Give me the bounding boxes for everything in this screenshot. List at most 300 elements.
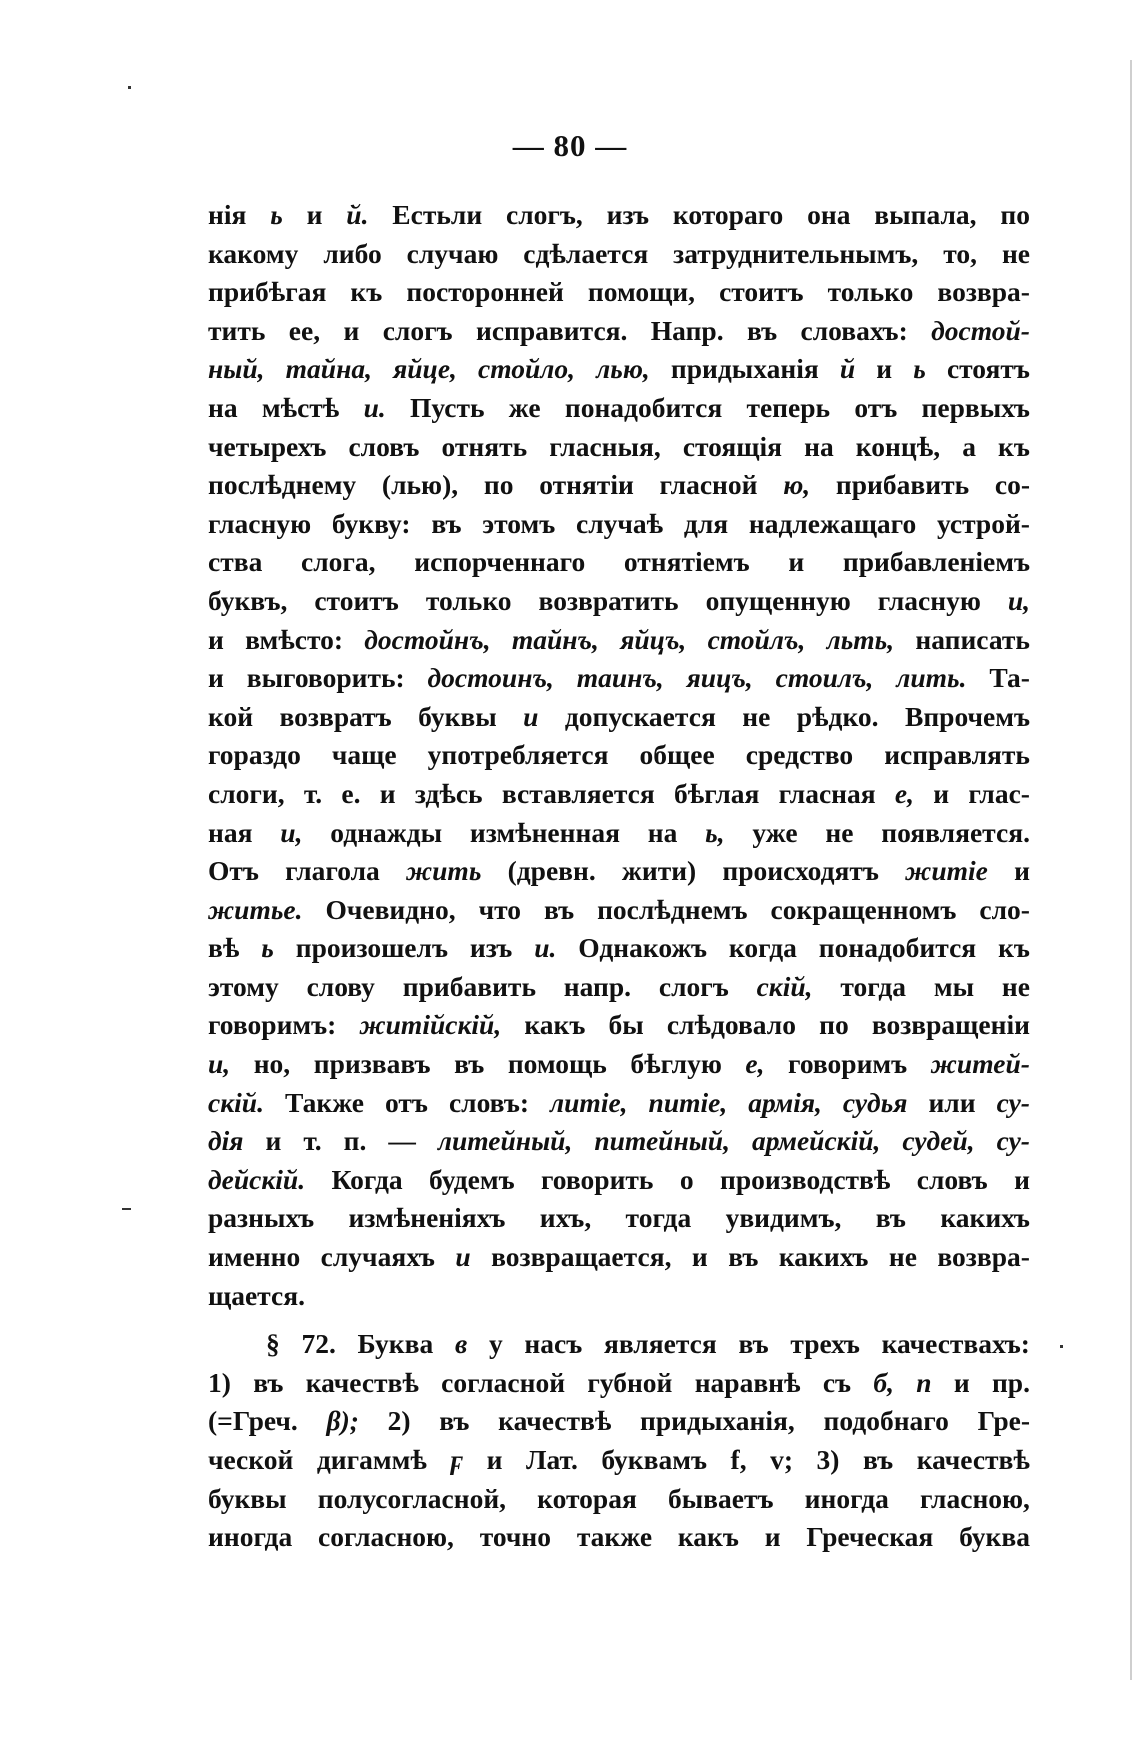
word: въ bbox=[875, 1202, 906, 1234]
word: б, bbox=[873, 1366, 894, 1398]
word: стойло, bbox=[478, 353, 576, 385]
word: лить. bbox=[896, 662, 967, 694]
word: и bbox=[764, 1521, 781, 1553]
word: напр. bbox=[563, 970, 632, 1002]
word: будемъ bbox=[429, 1163, 515, 1195]
word: гласныя, bbox=[549, 430, 661, 462]
word: слогъ bbox=[382, 314, 453, 346]
word: словъ bbox=[348, 430, 420, 462]
text-line bbox=[208, 814, 1030, 853]
word: дія bbox=[208, 1125, 244, 1157]
word: первыхъ bbox=[921, 391, 1030, 423]
word: является bbox=[603, 1328, 717, 1360]
word: возвращеніи bbox=[871, 1009, 1030, 1041]
margin-speck bbox=[122, 1208, 131, 1210]
word: е. bbox=[341, 777, 361, 809]
word: то, bbox=[943, 237, 977, 269]
word: скій. bbox=[208, 1086, 264, 1118]
word: тить bbox=[208, 314, 266, 346]
word: § bbox=[266, 1328, 280, 1360]
word: концѣ, bbox=[855, 430, 941, 462]
word: для bbox=[683, 507, 729, 539]
word: отнятіемъ bbox=[623, 546, 750, 578]
word: полусогласной, bbox=[317, 1482, 507, 1514]
word: допускается bbox=[564, 700, 716, 732]
word: по bbox=[819, 1009, 849, 1041]
word: по bbox=[1000, 199, 1030, 230]
word: т. bbox=[303, 777, 323, 809]
word: на bbox=[208, 391, 238, 423]
word: выпала, bbox=[874, 199, 977, 230]
word: стоятъ bbox=[946, 353, 1030, 385]
word: (=Греч. bbox=[208, 1405, 298, 1437]
word: льть, bbox=[826, 623, 895, 655]
word: ная bbox=[208, 816, 253, 848]
word: понадобится bbox=[564, 391, 723, 423]
word: также bbox=[576, 1521, 653, 1553]
word: прибавленіемъ bbox=[842, 546, 1030, 578]
word: мы bbox=[933, 970, 975, 1002]
word: у bbox=[488, 1328, 503, 1360]
word: производствѣ bbox=[720, 1163, 891, 1195]
page-edge bbox=[1130, 60, 1132, 1680]
word: и bbox=[208, 662, 224, 694]
word: судей, bbox=[902, 1125, 975, 1157]
word: житіе bbox=[905, 855, 988, 887]
word: ства bbox=[208, 546, 263, 578]
word: и bbox=[265, 1125, 282, 1157]
word: мѣстѣ bbox=[261, 391, 340, 423]
word: случаѣ bbox=[576, 507, 664, 539]
word: и bbox=[486, 1444, 503, 1475]
word: чаще bbox=[331, 739, 397, 771]
text-line bbox=[208, 1006, 1030, 1045]
word: Впрочемъ bbox=[904, 700, 1030, 732]
word: и bbox=[523, 700, 539, 732]
word: и. bbox=[363, 391, 386, 423]
text-line bbox=[208, 736, 1030, 775]
word: яйцъ, bbox=[620, 623, 687, 655]
word: и bbox=[343, 314, 360, 346]
word: достоинъ, bbox=[427, 662, 554, 694]
word: й bbox=[839, 353, 856, 385]
word: наравнѣ bbox=[694, 1366, 801, 1398]
text-line bbox=[208, 273, 1030, 312]
word: рѣдко. bbox=[796, 700, 879, 732]
word: Та- bbox=[989, 662, 1030, 694]
word: Греческая bbox=[806, 1521, 934, 1553]
word: согласной bbox=[441, 1366, 566, 1398]
word: армейскій, bbox=[751, 1125, 881, 1157]
word: сло- bbox=[979, 893, 1030, 925]
word: случаю bbox=[406, 237, 499, 269]
word: возвращается, bbox=[491, 1241, 672, 1273]
word: бываетъ bbox=[667, 1482, 774, 1514]
text-line bbox=[208, 1402, 1030, 1441]
word: е, bbox=[894, 777, 914, 809]
word: говоримъ bbox=[788, 1048, 908, 1080]
word: и bbox=[788, 546, 805, 578]
word: су- bbox=[996, 1086, 1030, 1118]
word: жити) bbox=[621, 855, 697, 887]
word: яйце, bbox=[393, 353, 457, 385]
word: ь, bbox=[705, 816, 725, 848]
word: Естьли bbox=[392, 199, 483, 230]
word: и, bbox=[208, 1048, 231, 1080]
word: четырехъ bbox=[208, 430, 327, 462]
text-line bbox=[208, 621, 1030, 660]
word: словъ bbox=[916, 1163, 988, 1195]
word: на bbox=[804, 430, 834, 462]
word: (лью), bbox=[381, 469, 459, 501]
word: здѣсь bbox=[414, 777, 483, 809]
word: къ bbox=[350, 276, 383, 308]
word: дейскій. bbox=[208, 1163, 306, 1195]
word: и bbox=[691, 1241, 708, 1273]
word: теперь bbox=[746, 391, 831, 423]
word: отъ bbox=[854, 391, 898, 423]
word: т. bbox=[303, 1125, 322, 1157]
word: этому bbox=[208, 970, 279, 1002]
word: по bbox=[483, 469, 514, 501]
text-line bbox=[208, 312, 1030, 351]
word: гласная bbox=[778, 777, 876, 809]
word: и bbox=[876, 353, 893, 385]
word: въ bbox=[738, 1328, 769, 1360]
word: и, bbox=[1007, 584, 1030, 616]
word: 3) bbox=[816, 1444, 840, 1475]
word: Напр. bbox=[650, 314, 724, 346]
word: питейный, bbox=[594, 1125, 730, 1157]
word: съ bbox=[822, 1366, 852, 1398]
word: однажды bbox=[330, 816, 443, 848]
text-line bbox=[208, 1084, 1030, 1123]
word: гораздо bbox=[208, 739, 301, 771]
word: Пусть bbox=[409, 391, 485, 423]
word: исправлять bbox=[884, 739, 1030, 771]
word: жить bbox=[405, 855, 482, 887]
word: какъ bbox=[677, 1521, 739, 1553]
word: житійскій, bbox=[359, 1009, 502, 1041]
word: или bbox=[928, 1086, 976, 1118]
word: въ bbox=[728, 1241, 759, 1273]
word: прибѣгая bbox=[208, 276, 327, 308]
word: помощи, bbox=[587, 276, 696, 308]
text-line bbox=[208, 1277, 1030, 1316]
word: питіе, bbox=[648, 1086, 728, 1118]
word: измѣненная bbox=[469, 816, 620, 848]
text-line bbox=[208, 505, 1030, 544]
word: бы bbox=[608, 1009, 644, 1041]
word: гласною, bbox=[919, 1482, 1030, 1514]
word: когда bbox=[728, 932, 797, 964]
word: букву: bbox=[331, 507, 411, 539]
word: п. bbox=[343, 1125, 367, 1157]
word: понадобится bbox=[818, 932, 977, 964]
word: къ bbox=[998, 932, 1030, 964]
word: именно bbox=[208, 1241, 301, 1273]
word: изъ bbox=[606, 199, 650, 230]
word: Очевидно, bbox=[325, 893, 456, 925]
word: п bbox=[916, 1366, 932, 1398]
word: и bbox=[379, 777, 396, 809]
word: стоитъ bbox=[314, 584, 399, 616]
word: буква bbox=[959, 1521, 1030, 1553]
word: и bbox=[933, 777, 950, 809]
word: таинъ, bbox=[576, 662, 664, 694]
word: о bbox=[679, 1163, 694, 1195]
word: Отъ bbox=[208, 855, 259, 887]
word: вѣ bbox=[208, 932, 240, 964]
word: возвратить bbox=[538, 584, 679, 616]
word: въ bbox=[862, 1444, 894, 1475]
word: й. bbox=[346, 199, 369, 230]
word: говорить bbox=[541, 1163, 654, 1195]
word: словъ: bbox=[448, 1086, 530, 1118]
word: точно bbox=[479, 1521, 552, 1553]
word: е, bbox=[745, 1048, 765, 1080]
word: буквы bbox=[418, 700, 497, 732]
word: въ bbox=[746, 314, 778, 346]
word: в bbox=[454, 1328, 468, 1360]
word: изъ bbox=[469, 932, 513, 964]
word: котораго bbox=[672, 199, 784, 230]
word: вмѣсто: bbox=[245, 623, 343, 655]
word: этомъ bbox=[482, 507, 556, 539]
word: средство bbox=[745, 739, 854, 771]
word: говоримъ: bbox=[208, 1009, 337, 1041]
margin-speck bbox=[128, 86, 131, 89]
word: житье. bbox=[208, 893, 303, 925]
word: β); bbox=[326, 1405, 359, 1437]
word: щается. bbox=[208, 1279, 305, 1311]
word: вставляется bbox=[501, 777, 655, 809]
text-line bbox=[208, 1238, 1030, 1277]
word: и bbox=[306, 199, 323, 230]
word: гласную bbox=[877, 584, 981, 616]
word: въ bbox=[454, 1048, 485, 1080]
word: общее bbox=[639, 739, 715, 771]
word: ческой bbox=[208, 1444, 294, 1475]
word: не bbox=[1001, 970, 1030, 1002]
text-line bbox=[208, 582, 1030, 621]
word: слоги, bbox=[208, 777, 285, 809]
word: написать bbox=[915, 623, 1030, 655]
text-line bbox=[208, 1441, 1030, 1480]
word: прибавить bbox=[402, 970, 536, 1002]
word: 72. bbox=[301, 1328, 336, 1360]
word: опущенную bbox=[705, 584, 851, 616]
text-line bbox=[208, 852, 1030, 891]
word: подобнаго bbox=[823, 1405, 949, 1437]
word: либо bbox=[323, 237, 382, 269]
word: качествѣ bbox=[916, 1444, 1030, 1475]
word: судья bbox=[842, 1086, 908, 1118]
word: яицъ, bbox=[686, 662, 753, 694]
page-number-header: — 80 — bbox=[512, 128, 628, 163]
word: и bbox=[953, 1366, 970, 1398]
text-line bbox=[208, 968, 1030, 1007]
word: лью, bbox=[596, 353, 650, 385]
word: бѣглая bbox=[674, 777, 760, 809]
word: слогъ bbox=[658, 970, 729, 1002]
word: качествѣ bbox=[305, 1366, 419, 1398]
word: Буква bbox=[357, 1328, 434, 1360]
word: случаяхъ bbox=[320, 1241, 435, 1273]
word: скій, bbox=[756, 970, 813, 1002]
word: тогда bbox=[625, 1202, 692, 1234]
word: произошелъ bbox=[295, 932, 448, 964]
text-line bbox=[208, 543, 1030, 582]
word: не bbox=[742, 700, 771, 732]
word: а bbox=[962, 430, 976, 462]
word: (древн. bbox=[507, 855, 596, 887]
word: глагола bbox=[285, 855, 380, 887]
word: Однакожъ bbox=[578, 932, 707, 964]
word: же bbox=[508, 391, 541, 423]
word: стоитъ bbox=[719, 276, 804, 308]
word: которая bbox=[537, 1482, 637, 1514]
text-line bbox=[208, 389, 1030, 428]
word: сокращенномъ bbox=[770, 893, 957, 925]
word: помощь bbox=[507, 1048, 607, 1080]
word: придыханія bbox=[670, 353, 819, 385]
word: она bbox=[807, 199, 851, 230]
word: но, bbox=[253, 1048, 291, 1080]
word: употребляется bbox=[427, 739, 609, 771]
word: буквы bbox=[208, 1482, 287, 1514]
word: стоилъ, bbox=[775, 662, 874, 694]
word: отнять bbox=[441, 430, 528, 462]
word: качествѣ bbox=[498, 1405, 612, 1437]
text-line bbox=[208, 1480, 1030, 1519]
word: только bbox=[827, 276, 914, 308]
word: какихъ bbox=[940, 1202, 1030, 1234]
word: отнятіи bbox=[539, 469, 634, 501]
word: достойнъ, bbox=[364, 623, 491, 655]
word: гласной bbox=[659, 469, 758, 501]
text-line bbox=[208, 350, 1030, 389]
text-line bbox=[208, 698, 1030, 737]
word: только bbox=[425, 584, 512, 616]
word: иногда bbox=[804, 1482, 889, 1514]
word: исправится. bbox=[475, 314, 628, 346]
word: происходятъ bbox=[722, 855, 879, 887]
word: возвратъ bbox=[279, 700, 392, 732]
word: тайнъ, bbox=[511, 623, 599, 655]
word: не bbox=[1001, 237, 1030, 269]
word: губной bbox=[587, 1366, 673, 1398]
word: послѣднему bbox=[208, 469, 357, 501]
word: разныхъ bbox=[208, 1202, 315, 1234]
word: 1) bbox=[208, 1366, 231, 1398]
word: ее, bbox=[288, 314, 321, 346]
word: придыханія, bbox=[640, 1405, 795, 1437]
text-line bbox=[208, 1122, 1030, 1161]
word: глас- bbox=[968, 777, 1030, 809]
word: нія bbox=[208, 199, 247, 230]
word: ϝ bbox=[450, 1444, 464, 1475]
word: къ bbox=[998, 430, 1030, 462]
text-line bbox=[208, 929, 1030, 968]
word: испорченнаго bbox=[414, 546, 586, 578]
word: ь bbox=[270, 199, 283, 230]
word: въ bbox=[431, 507, 462, 539]
word: су- bbox=[996, 1125, 1030, 1157]
word: сдѣлается bbox=[523, 237, 649, 269]
text-line bbox=[208, 659, 1030, 698]
word: дигаммѣ bbox=[316, 1444, 427, 1475]
word: прибавить bbox=[835, 469, 970, 501]
word: f, bbox=[730, 1444, 747, 1475]
word: возвра- bbox=[937, 1241, 1030, 1273]
word: насъ bbox=[524, 1328, 583, 1360]
word: ихъ, bbox=[539, 1202, 592, 1234]
word: — bbox=[388, 1125, 416, 1157]
word: литіе, bbox=[550, 1086, 628, 1118]
word: ь bbox=[261, 932, 274, 964]
word: появляется. bbox=[881, 816, 1030, 848]
word: согласною, bbox=[318, 1521, 454, 1553]
word: достой- bbox=[931, 314, 1030, 346]
word: буквъ, bbox=[208, 584, 288, 616]
word: кой bbox=[208, 700, 254, 732]
word: слога, bbox=[301, 546, 376, 578]
word: какъ bbox=[524, 1009, 586, 1041]
word: армія, bbox=[748, 1086, 822, 1118]
text-line bbox=[208, 428, 1030, 467]
word: слѣдовало bbox=[666, 1009, 796, 1041]
text-line bbox=[208, 235, 1030, 274]
word: стойлъ, bbox=[707, 623, 806, 655]
text-line bbox=[208, 1045, 1030, 1084]
word: въ bbox=[439, 1405, 470, 1437]
word: отъ bbox=[385, 1086, 428, 1118]
word: и bbox=[208, 623, 224, 655]
word: словахъ: bbox=[800, 314, 908, 346]
word: житей- bbox=[930, 1048, 1030, 1080]
margin-speck bbox=[1060, 1345, 1063, 1348]
word: со- bbox=[994, 469, 1030, 501]
text-line bbox=[208, 775, 1030, 814]
word: 2) bbox=[387, 1405, 411, 1437]
text-line bbox=[208, 466, 1030, 505]
word: затруднительнымъ, bbox=[673, 237, 919, 269]
word: и bbox=[455, 1241, 471, 1273]
word: v; bbox=[770, 1444, 794, 1475]
word: въ bbox=[543, 893, 575, 925]
word: не bbox=[888, 1241, 917, 1273]
word: слогъ, bbox=[506, 199, 583, 230]
body-text bbox=[208, 196, 1030, 1557]
word: и, bbox=[280, 816, 303, 848]
word: ю, bbox=[783, 469, 811, 501]
word: гласную bbox=[208, 507, 312, 539]
word: тогда bbox=[840, 970, 907, 1002]
word: Также bbox=[284, 1086, 365, 1118]
word: литейный, bbox=[437, 1125, 573, 1157]
text-line bbox=[208, 1364, 1030, 1403]
word: буквамъ bbox=[601, 1444, 708, 1475]
word: не bbox=[825, 816, 854, 848]
word: Когда bbox=[331, 1163, 403, 1195]
word: Гре- bbox=[977, 1405, 1030, 1437]
word: слову bbox=[306, 970, 375, 1002]
word: измѣненіяхъ bbox=[348, 1202, 506, 1234]
word: и. bbox=[534, 932, 557, 964]
word: Лат. bbox=[525, 1444, 578, 1475]
word: что bbox=[478, 893, 521, 925]
